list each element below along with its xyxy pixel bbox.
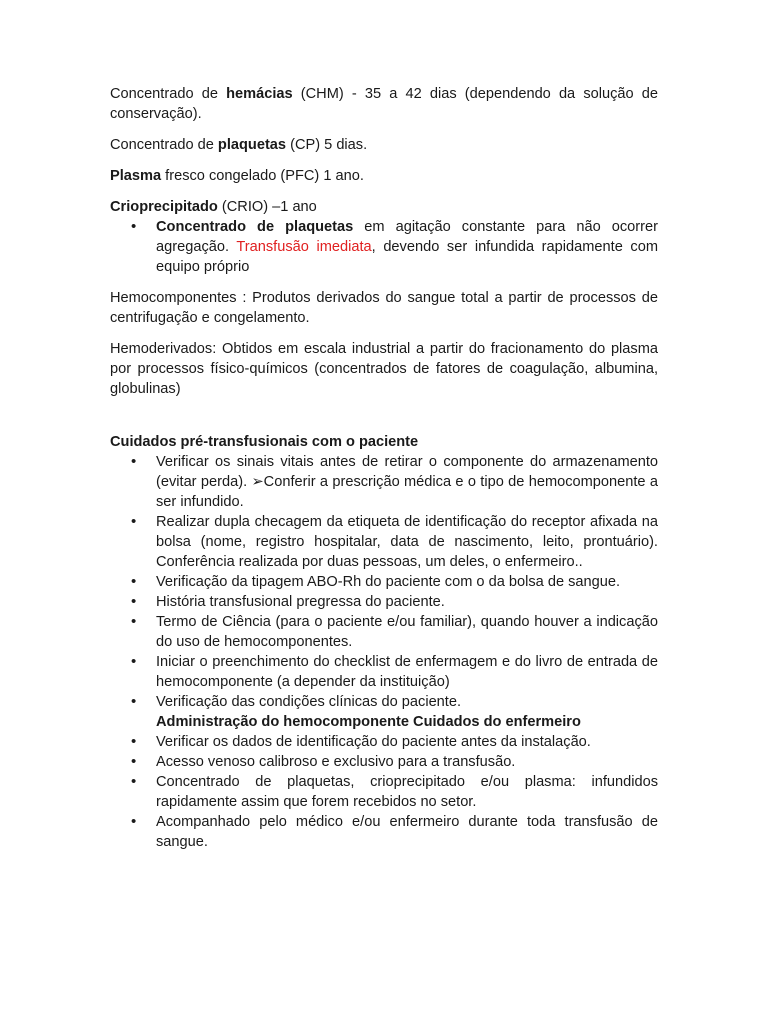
list-item: • Iniciar o preenchimento do checklist de enfermagem e do livro de entrada de hemocomponente (a depender da instituição) — [110, 652, 658, 692]
list-item: • Verificar os dados de identificação do paciente antes da instalação. — [110, 732, 658, 752]
hemacias-term: hemácias — [226, 86, 293, 102]
list-item: • Realizar dupla checagem da etiqueta de identificação do receptor afixada na bolsa (nome, registro hospitalar, data de nascimento, leito, prontuário). Conferência realizada por duas pessoas, um deles, o enfermeiro.. — [110, 512, 658, 572]
crio-term: Crioprecipitado — [110, 199, 218, 215]
agitation-text-end: , devendo ser infundida rapidamente com equipo próprio — [156, 239, 658, 275]
agitation-list — [110, 217, 658, 277]
immediate-transfusion-highlight: Transfusão imediata — [236, 239, 372, 255]
crio-detail: (CRIO) –1 ano — [217, 199, 317, 215]
hemacias-line — [110, 84, 658, 124]
plasma-line — [110, 166, 658, 186]
plaquetas-line — [110, 135, 658, 155]
plasma-detail: fresco congelado (PFC) 1 ano. — [161, 168, 364, 184]
plaquetas-prefix: Concentrado de — [110, 137, 218, 153]
hemocomponentes-definition: Hemocomponentes : Produtos derivados do sangue total a partir de processos de centrifugação e congelamento. — [110, 290, 658, 326]
agitation-item — [110, 217, 658, 277]
list-item: • Verificação das condições clínicas do paciente. — [110, 692, 658, 712]
hemoderivados-definition: Hemoderivados: Obtidos em escala industrial a partir do fracionamento do plasma por processos físico-químicos (concentrados de fatores de coagulação, albumina, globulinas) — [110, 341, 658, 397]
hemacias-prefix: Concentrado de — [110, 86, 227, 102]
agitation-term: Concentrado de plaquetas — [156, 219, 354, 235]
list-item: • Acesso venoso calibroso e exclusivo para a transfusão. — [110, 752, 658, 772]
section-title: Cuidados pré-transfusionais com o paciente — [110, 434, 419, 450]
list-item: • Verificação da tipagem ABO-Rh do paciente com o da bolsa de sangue. — [110, 572, 658, 592]
admin-subheading: Administração do hemocomponente Cuidados do enfermeiro — [156, 714, 581, 730]
list-item: • Acompanhado pelo médico e/ou enfermeiro durante toda transfusão de sangue. — [110, 812, 658, 852]
agitation-text: em agitação constante para não ocorrer agregação. — [156, 219, 658, 255]
list-item: • História transfusional pregressa do paciente. — [110, 592, 658, 612]
plasma-term: Plasma — [110, 168, 162, 184]
plaquetas-detail: (CP) 5 dias. — [286, 137, 368, 153]
list-item: • Verificar os sinais vitais antes de retirar o componente do armazenamento (evitar perda). ➢Conferir a prescrição médica e o tipo de hemocomponente a ser infundido. — [110, 452, 658, 512]
hemacias-detail: (CHM) - 35 a 42 dias (dependendo da solução de conservação). — [110, 86, 658, 122]
pre-transfusion-list — [110, 452, 658, 852]
document-page — [110, 84, 658, 852]
plaquetas-term: plaquetas — [217, 137, 287, 153]
list-item: • Termo de Ciência (para o paciente e/ou familiar), quando houver a indicação do uso de hemocomponentes. — [110, 612, 658, 652]
admin-subheading-item — [110, 712, 658, 732]
crio-line — [110, 197, 658, 217]
list-item: • Concentrado de plaquetas, crioprecipitado e/ou plasma: infundidos rapidamente assim que forem recebidos no setor. — [110, 772, 658, 812]
